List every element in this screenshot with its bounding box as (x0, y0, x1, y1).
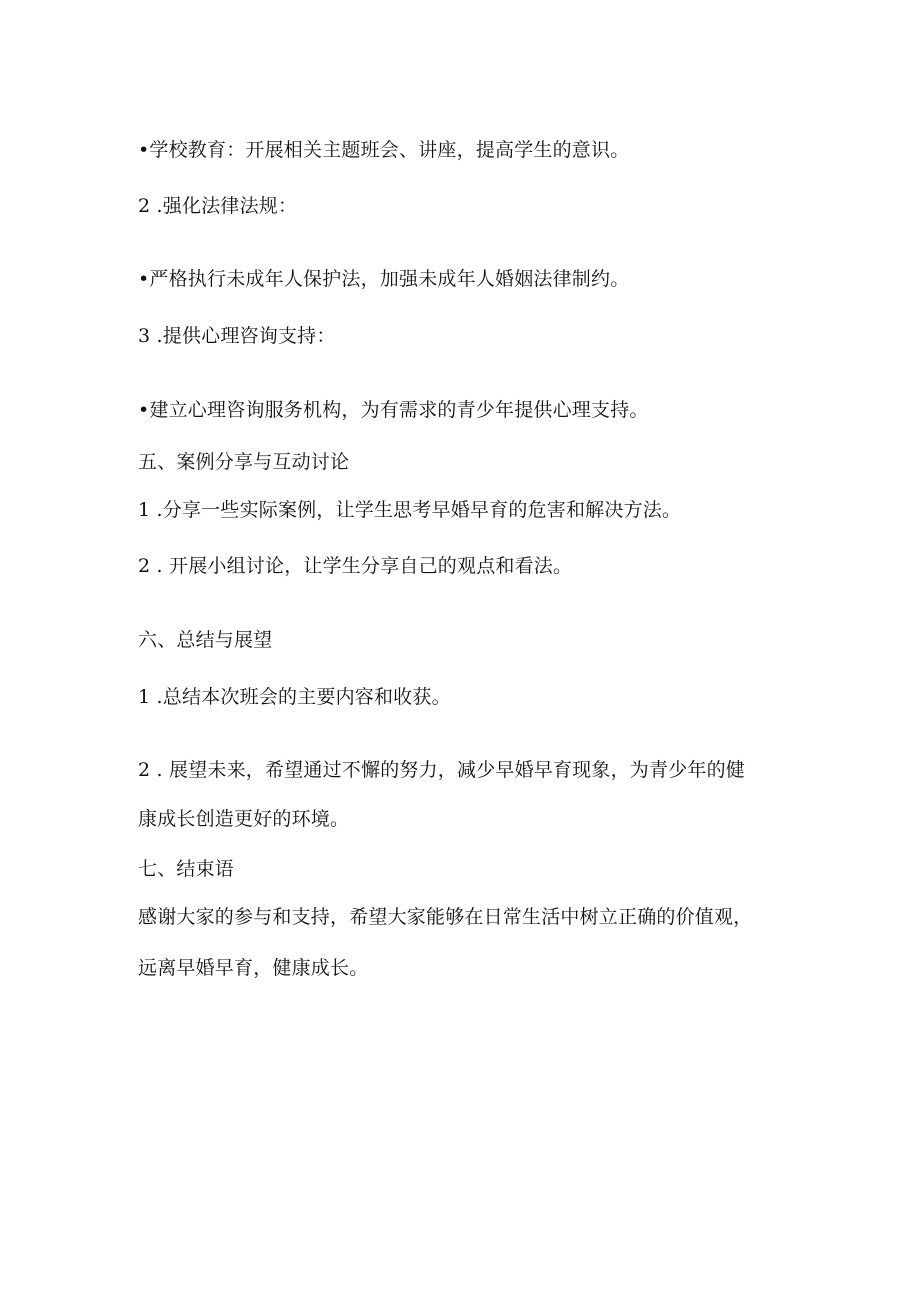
item-2-outlook-line-2: 康成长创造更好的环境。 (138, 808, 350, 830)
item-2-strengthen-laws: 2 .强化法律法规： (138, 195, 298, 217)
section-7-heading: 七、结束语 (138, 858, 235, 880)
item-2-group-discussion: 2 . 开展小组讨论，让学生分享自己的观点和看法。 (138, 555, 573, 577)
item-1-summary: 1 .总结本次班会的主要内容和收获。 (138, 686, 451, 708)
section-6-heading: 六、总结与展望 (138, 629, 273, 651)
closing-line-1: 感谢大家的参与和支持，希望大家能够在日常生活中树立正确的价值观， (138, 906, 753, 928)
bullet-school-education: •学校教育：开展相关主题班会、讲座，提高学生的意识。 (138, 139, 630, 161)
section-5-heading: 五、案例分享与互动讨论 (138, 451, 350, 473)
closing-line-2: 远离早婚早育，健康成长。 (138, 957, 369, 979)
bullet-minor-protection-law: •严格执行未成年人保护法，加强未成年人婚姻法律制约。 (138, 268, 630, 290)
item-2-outlook-line-1: 2 . 展望未来，希望通过不懈的努力，减少早婚早育现象，为青少年的健 (138, 759, 746, 781)
bullet-counseling-service: •建立心理咨询服务机构，为有需求的青少年提供心理支持。 (138, 399, 649, 421)
item-3-psychological-support: 3 .提供心理咨询支持： (138, 325, 336, 347)
item-1-share-cases: 1 .分享一些实际案例，让学生思考早婚早育的危害和解决方法。 (138, 499, 682, 521)
